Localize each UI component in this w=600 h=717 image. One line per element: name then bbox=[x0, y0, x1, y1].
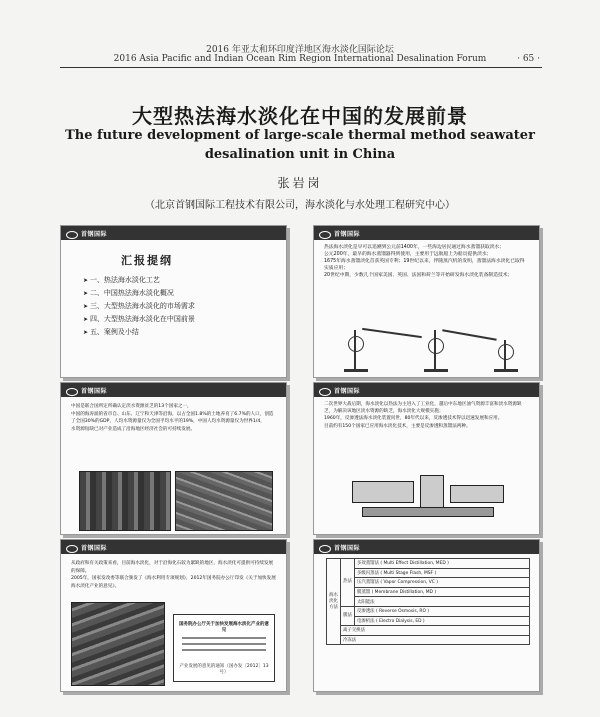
document-title: 国务院办公厅关于加快发展海水淡化产业的意见 bbox=[179, 622, 269, 633]
table-row: 反渗透法 ( Reverse Osmosis, RO ) bbox=[355, 606, 530, 616]
slide-header-bar bbox=[314, 226, 539, 240]
group-label-membrane: 膜法 bbox=[341, 606, 355, 625]
company-logo: 首钢国际 bbox=[66, 229, 107, 239]
desalination-equipment-image bbox=[342, 467, 512, 527]
slide-header-bar bbox=[61, 383, 286, 397]
slide-header-bar bbox=[314, 540, 539, 554]
title-zh: 大型热法海水淡化在中国的发展前景 bbox=[132, 104, 468, 128]
slide-line: 中国的海涛涌的省市自、山东、辽宁和天津等沿海，以占全国1.8%的土地养育了6.7%的人口，创造了全国30%的GDP，人均水资源量仅为全国平均水平的19%，中国人均水资源量仅为世界1/4， bbox=[71, 411, 274, 424]
slide-text bbox=[71, 560, 276, 590]
slide-water-scarcity bbox=[60, 382, 287, 535]
outline-item: ➤ 一、热法海水淡化工艺 bbox=[83, 274, 195, 287]
slide-line: 热法海水淡化是早可以追溯到公元前1400年，一些海边居民通过海水蒸馏获取淡水； bbox=[324, 245, 505, 250]
slide-text bbox=[324, 244, 529, 279]
slide-line: 1960年，反渗透法海水淡化装置问世，80年代以来，反渗透技术得以迅速发展和应用。 bbox=[324, 416, 503, 422]
header-rule bbox=[60, 67, 542, 68]
slide-history bbox=[313, 225, 540, 378]
slide-line: 公元200年，最早的海水蒸馏器得到使用，主要用于远航船上为船员提供淡水； bbox=[324, 252, 492, 257]
company-logo: 首钢国际 bbox=[319, 229, 360, 239]
slide-text bbox=[71, 403, 276, 433]
document-caption: 产业发展的意见的通知（国办发〔2012〕13号） bbox=[179, 664, 269, 675]
slide-header-bar bbox=[61, 540, 286, 554]
distillation-apparatus-image bbox=[334, 318, 524, 372]
table-row: 太阳能法 bbox=[355, 597, 530, 607]
method-classification-table bbox=[326, 558, 530, 645]
company-logo: 首钢国际 bbox=[66, 543, 107, 553]
photo-cracked-earth bbox=[175, 471, 273, 531]
outline-item: ➤ 三、大型热法海水淡化的市场需求 bbox=[83, 300, 195, 313]
slide-text bbox=[324, 401, 529, 430]
title-en: The future development of large-scale thermal method seawater desalination unit in China bbox=[65, 128, 535, 162]
slide-outline bbox=[60, 225, 287, 378]
table-row: 压汽蒸馏法 ( Vapor Compression, VC ) bbox=[355, 578, 530, 588]
table-row: 多效蒸馏法 ( Multi Effect Distillation, MED ) bbox=[355, 559, 530, 569]
slide-line: 二次世界大战后期，海水淡化以热法为主进入了工业化，越后中东地区油气资源丰富和淡水资源缺乏，为解决该地区淡水资源的缺乏，海水淡化大规模实施； bbox=[324, 402, 522, 415]
slide-line: 水资源短缺已对产业造成了沿海地区经济社会的可持续发展。 bbox=[71, 426, 196, 432]
table-row: 离子交换法 bbox=[341, 626, 530, 636]
outline-item: ➤ 五、案例及小结 bbox=[83, 326, 195, 339]
slide-line: 目前约有150个国家已应用海水淡化技术，主要是反渗透和蒸馏法两种。 bbox=[324, 423, 471, 429]
outline-list bbox=[83, 274, 195, 339]
table-row: 电渗析法 ( Electro Dialysis, ED ) bbox=[355, 616, 530, 626]
group-label-thermal: 热法 bbox=[341, 559, 355, 607]
slide-policy bbox=[60, 539, 287, 692]
slide-header-bar bbox=[61, 226, 286, 240]
table-row: 膜蒸馏 ( Membrane Distillation, MD ) bbox=[355, 587, 530, 597]
header-en: 2016 Asia Pacific and Indian Ocean Rim Region International Desalination Forum bbox=[113, 54, 487, 64]
slide-line: 20世纪中期，少数几个国家美国、英国、法国和荷兰等开始研发海水淡化装备制造技术； bbox=[324, 273, 513, 278]
header-zh: 2016 年亚太和环印度洋地区海水淡化国际论坛 bbox=[206, 45, 394, 55]
slide-line: 从政府和有关政策来看，目前海水淡化，对于沿海化石较为紧缺的地区，海水淡化可提供可持续发展的保障。 bbox=[71, 561, 274, 574]
policy-document-image bbox=[173, 614, 275, 682]
author: 张岩岗 bbox=[277, 176, 323, 190]
affiliation: （北京首钢国际工程技术有限公司，海水淡化与水处理工程研究中心） bbox=[145, 200, 455, 211]
company-logo: 首钢国际 bbox=[319, 543, 360, 553]
table-row: 多级闪蒸法 ( Multi Stage Flash, MSF ) bbox=[355, 568, 530, 578]
outline-item: ➤ 四、大型热法海水淡化在中国前景 bbox=[83, 313, 195, 326]
slide-line: 1675年海水蒸馏淡化首获英国专利；19世纪以来，伴随蒸汽机的发明，蒸馏法海水淡化已取得实质应用； bbox=[324, 259, 525, 271]
outline-title: 汇报提纲 bbox=[121, 254, 173, 267]
page-number: · 65 · bbox=[517, 54, 540, 64]
photo-plant-site bbox=[71, 602, 165, 686]
slide-development bbox=[313, 382, 540, 535]
slide-line: 中国是联合国所定所确认定淡水资源贫乏的13个国家之一， bbox=[71, 404, 192, 409]
outline-item: ➤ 二、中国热法海水淡化概况 bbox=[83, 287, 195, 300]
slide-classification bbox=[313, 539, 540, 692]
company-logo: 首钢国际 bbox=[319, 386, 360, 396]
table-row: 冷冻法 bbox=[341, 635, 530, 645]
slide-line: 2005年，国家发改委等联合颁发了《海水利用专项规划》，2012年国务院办公厅印发《关于加快发展海水淡化产业的意见》。 bbox=[71, 576, 276, 589]
group-label-all: 海水淡化方法 bbox=[327, 559, 341, 645]
company-logo: 首钢国际 bbox=[66, 386, 107, 396]
photo-water-shortage bbox=[79, 471, 171, 531]
slide-header-bar bbox=[314, 383, 539, 397]
